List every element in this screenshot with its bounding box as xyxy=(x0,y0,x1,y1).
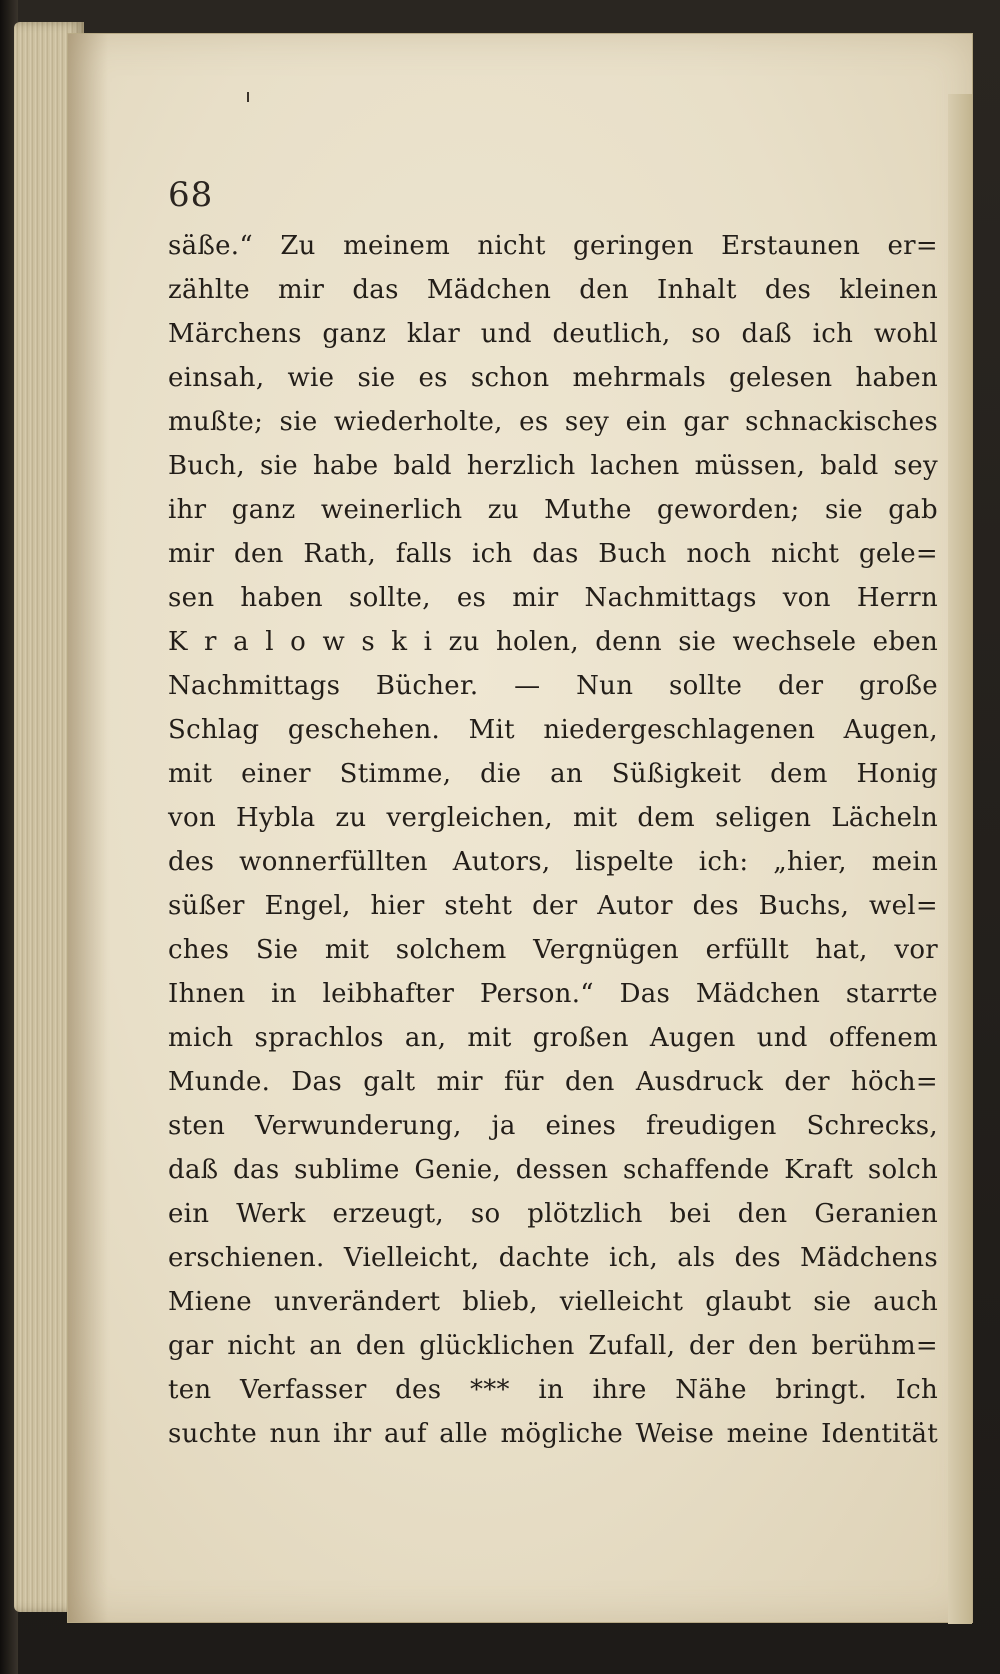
text-line: einsah, wie sie es schon mehrmals gelesen haben xyxy=(168,363,938,393)
text-line: mich sprachlos an, mit großen Augen und offenem xyxy=(168,1023,938,1053)
text-line: erschienen. Vielleicht, dachte ich, als des Mädchens xyxy=(168,1243,938,1273)
stray-mark xyxy=(247,92,249,102)
text-line: des wonnerfüllten Autors, lispelte ich: „hier, mein xyxy=(168,847,938,877)
text-line: ein Werk erzeugt, so plötzlich bei den Geranien xyxy=(168,1199,938,1229)
text-line: Ihnen in leibhafter Person.“ Das Mädchen starrte xyxy=(168,979,938,1009)
text-line: daß das sublime Genie, dessen schaffende Kraft solch xyxy=(168,1155,938,1185)
text-line: ches Sie mit solchem Vergnügen erfüllt hat, vor xyxy=(168,935,938,965)
text-line: Munde. Das galt mir für den Ausdruck der höch= xyxy=(168,1067,938,1097)
text-line: mit einer Stimme, die an Süßigkeit dem Honig xyxy=(168,759,938,789)
text-line: suchte nun ihr auf alle mögliche Weise meine Identität xyxy=(168,1419,938,1449)
text-line: Nachmittags Bücher. — Nun sollte der große xyxy=(168,671,938,701)
text-line: sten Verwunderung, ja eines freudigen Schrecks, xyxy=(168,1111,938,1141)
text-line: ten Verfasser des *** in ihre Nähe bringt. Ich xyxy=(168,1375,938,1405)
text-line: K r a l o w s k i zu holen, denn sie wechsele eben xyxy=(168,627,938,657)
text-line: süßer Engel, hier steht der Autor des Buchs, wel= xyxy=(168,891,938,921)
text-line: mir den Rath, falls ich das Buch noch nicht gele= xyxy=(168,539,938,569)
page-number: 68 xyxy=(168,175,214,215)
text-line: von Hybla zu vergleichen, mit dem seligen Lächeln xyxy=(168,803,938,833)
gutter-shadow xyxy=(68,34,108,1622)
text-line: Miene unverändert blieb, vielleicht glaubt sie auch xyxy=(168,1287,938,1317)
text-line: zählte mir das Mädchen den Inhalt des kleinen xyxy=(168,275,938,305)
text-line: ihr ganz weinerlich zu Muthe geworden; sie gab xyxy=(168,495,938,525)
text-line: Buch, sie habe bald herzlich lachen müssen, bald sey xyxy=(168,451,938,481)
page-edge xyxy=(948,94,972,1624)
body-text xyxy=(168,224,938,1456)
text-line: gar nicht an den glücklichen Zufall, der den berühm= xyxy=(168,1331,938,1361)
text-line: sen haben sollte, es mir Nachmittags von Herrn xyxy=(168,583,938,613)
text-line: Schlag geschehen. Mit niedergeschlagenen Augen, xyxy=(168,715,938,745)
text-line: säße.“ Zu meinem nicht geringen Erstaunen er= xyxy=(168,231,938,261)
text-line: Märchens ganz klar und deutlich, so daß ich wohl xyxy=(168,319,938,349)
text-line: mußte; sie wiederholte, es sey ein gar schnackisches xyxy=(168,407,938,437)
